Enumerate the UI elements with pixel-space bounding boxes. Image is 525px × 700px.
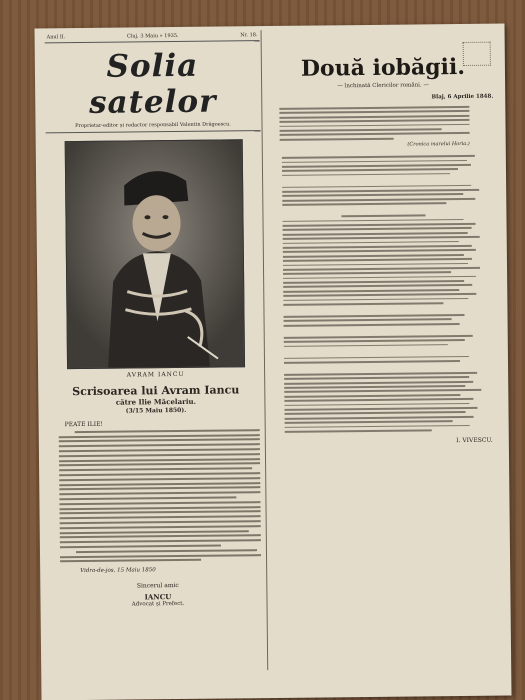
poem-author: I. VIVESCU.: [456, 436, 493, 444]
editor-line: Proprietar-editor și redactor responsabil Valentin Drăgoescu.: [45, 121, 260, 133]
letter-signature: IANCU: [144, 592, 172, 602]
letter-salutation: PEATE ILIE!: [64, 420, 103, 429]
volume-label: Anul II.: [46, 34, 66, 41]
masthead-title: Solia satelor: [88, 47, 217, 121]
poem-title: Două iobăgii.: [300, 53, 466, 82]
poem-verses: [282, 155, 495, 433]
letter-closing: Sincerul amic: [136, 582, 179, 590]
left-column: [45, 30, 266, 609]
issue-place-date: Cluj, 3 Maiu » 1935.: [126, 32, 179, 40]
portrait-caption: AVRAM IANCU: [126, 370, 185, 379]
poem-epigraph: [279, 106, 469, 141]
letter-signature-title: Advocat și Prefect.: [131, 601, 185, 608]
avram-iancu-portrait: [64, 139, 244, 369]
poem-dedication: — închinată Clericilor români. —: [337, 82, 429, 90]
poem-date: Blaj, 6 Aprilie 1848.: [431, 93, 494, 101]
letter-subtitle: către Ilie Măcelariu.: [115, 396, 197, 407]
header-meta: [45, 30, 260, 43]
portrait-illustration: [65, 140, 243, 368]
letter-body: [59, 429, 261, 563]
issue-number: Nr. 18.: [240, 32, 258, 39]
letter-date: (3/15 Maiu 1850).: [125, 406, 187, 415]
letter-place-date: Vidra-de-jos, 15 Maiu 1850: [80, 567, 156, 575]
right-column: [267, 28, 503, 446]
newspaper-page: [34, 24, 511, 700]
letter-title: Scrisoarea lui Avram Iancu: [72, 383, 240, 399]
epigraph-source: (Cronica marelui Horia.): [407, 141, 470, 148]
ornament-mark: [463, 42, 491, 66]
